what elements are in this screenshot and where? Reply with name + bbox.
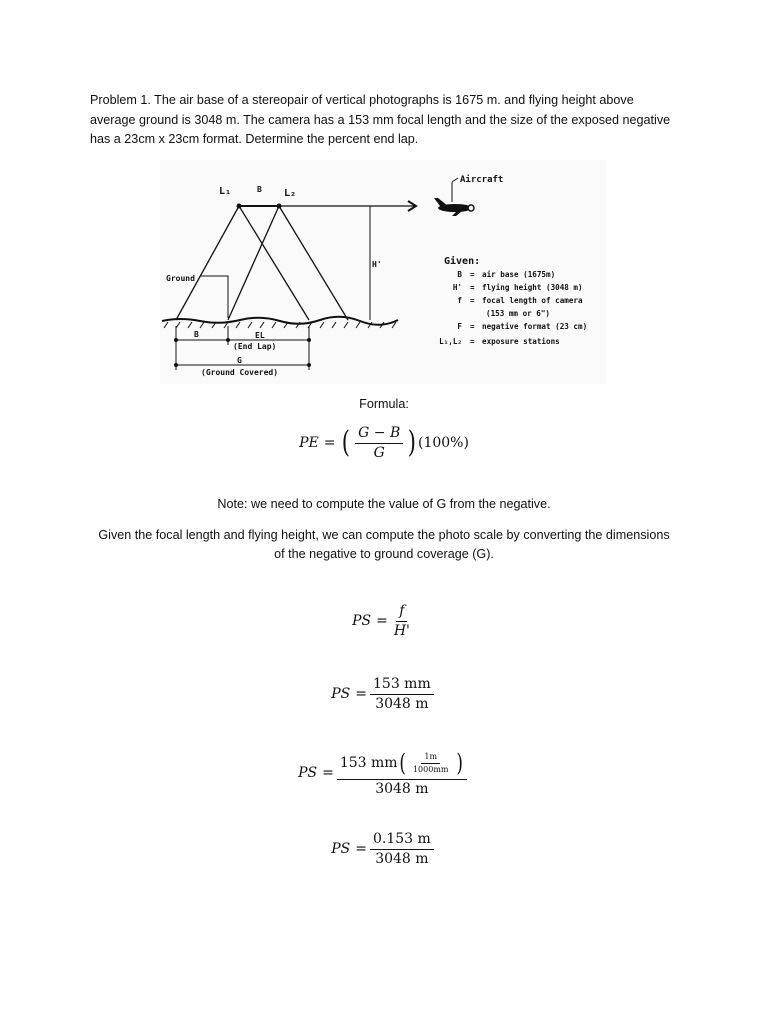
fraction-denominator: 3048 m (375, 695, 429, 712)
photo-scale-eq-2 (0, 672, 768, 716)
eq-fraction (370, 676, 434, 713)
label-ground-covered: (Ground Covered) (201, 368, 279, 377)
given-symbol: H' (452, 283, 462, 292)
fraction-denominator: 3048 m (375, 781, 429, 797)
diagram-svg (160, 160, 606, 384)
eq-equals: = (322, 765, 334, 781)
paren-close: ) (408, 425, 417, 460)
given-list (439, 270, 587, 346)
label-ground: Ground (166, 274, 195, 283)
label-l1: L₁ (219, 186, 232, 197)
given-equals: = (470, 283, 475, 292)
fraction-numerator: 153 mm (370, 676, 434, 695)
numerator-value: 153 mm (339, 754, 398, 771)
conversion-denominator: 1000mm (412, 764, 449, 774)
explanation (0, 526, 768, 564)
ground-hatching (164, 322, 396, 328)
label-h-prime: H' (372, 260, 382, 269)
label-el: EL (255, 331, 265, 340)
label-aircraft: Aircraft (460, 175, 504, 185)
photo-scale-eq-3 (0, 748, 768, 798)
given-description: (153 mm or 6") (486, 309, 551, 318)
eq-equals: = (355, 686, 367, 702)
formula-label: Formula: (359, 397, 409, 411)
formula-tail: (100%) (417, 435, 469, 451)
given-symbol: f (457, 296, 462, 305)
photo-scale-eq-4 (0, 827, 768, 871)
conversion-numerator: 1m (421, 752, 440, 764)
label-l2: L₂ (284, 188, 297, 199)
eq-lhs: PS (331, 841, 351, 857)
given-equals: = (470, 296, 475, 305)
given-equals: = (470, 322, 475, 331)
given-description: exposure stations (482, 337, 560, 346)
problem-line: average ground is 3048 m. The camera has a 153 mm focal length and the size of the exposed negative (90, 112, 671, 127)
given-equals: = (470, 270, 475, 279)
given-equals: = (470, 337, 475, 346)
label-b-bottom: B (194, 330, 199, 339)
explanation-line: Given the focal length and flying height, we can compute the photo scale by converting the dimensions (98, 528, 670, 542)
fraction-numerator: 153 mm ( $\frac{1m}{1000mm}$ ) (337, 748, 467, 780)
eq-fraction (391, 603, 413, 640)
photo-scale-eq-1 (0, 599, 768, 643)
problem-statement (90, 91, 680, 150)
fraction-denominator: H' (393, 622, 410, 639)
fraction-numerator: f (396, 603, 407, 622)
given-symbol: F (457, 322, 462, 331)
given-description: air base (1675m) (482, 270, 556, 279)
problem-line: Problem 1. The air base of a stereopair of vertical photographs is 1675 m. and flying height above (90, 93, 634, 107)
problem-line: has a 23cm x 23cm format. Determine the percent end lap. (90, 132, 419, 146)
fraction-denominator: 3048 m (375, 850, 429, 867)
note-text: Note: we need to compute the value of G from the negative. (217, 497, 551, 511)
label-end-lap: (End Lap) (233, 342, 277, 351)
fraction-numerator: G − B (355, 425, 403, 444)
formula-equals: = (323, 435, 336, 451)
eq-lhs: PS (331, 686, 351, 702)
formula-fraction (355, 425, 403, 462)
explanation-line: of the negative to ground coverage (G). (274, 547, 494, 561)
fraction-denominator: G (373, 444, 385, 461)
given-description: negative format (23 cm) (482, 322, 588, 331)
label-g: G (237, 356, 242, 365)
eq-equals: = (376, 613, 388, 629)
eq-fraction (370, 831, 434, 868)
eq-lhs: PS (298, 765, 318, 781)
given-symbol: B (457, 270, 462, 279)
ground-line (162, 317, 398, 325)
eq-lhs: PS (352, 613, 372, 629)
given-description: flying height (3048 m) (482, 283, 583, 292)
percent-endlap-formula (0, 421, 768, 465)
fraction-numerator: 0.153 m (370, 831, 434, 850)
formula-lhs: PE (299, 435, 319, 451)
eq-fraction (337, 748, 467, 798)
given-title: Given: (444, 256, 481, 267)
stereopair-diagram (160, 160, 606, 384)
conversion-fraction (410, 752, 452, 775)
aircraft-icon (434, 198, 474, 216)
given-symbol: L₁,L₂ (439, 337, 462, 346)
given-description: focal length of camera (482, 296, 583, 305)
label-b-top: B (257, 185, 262, 194)
paren-open: ( (342, 425, 351, 460)
eq-equals: = (355, 841, 367, 857)
ground-leader (200, 276, 228, 318)
